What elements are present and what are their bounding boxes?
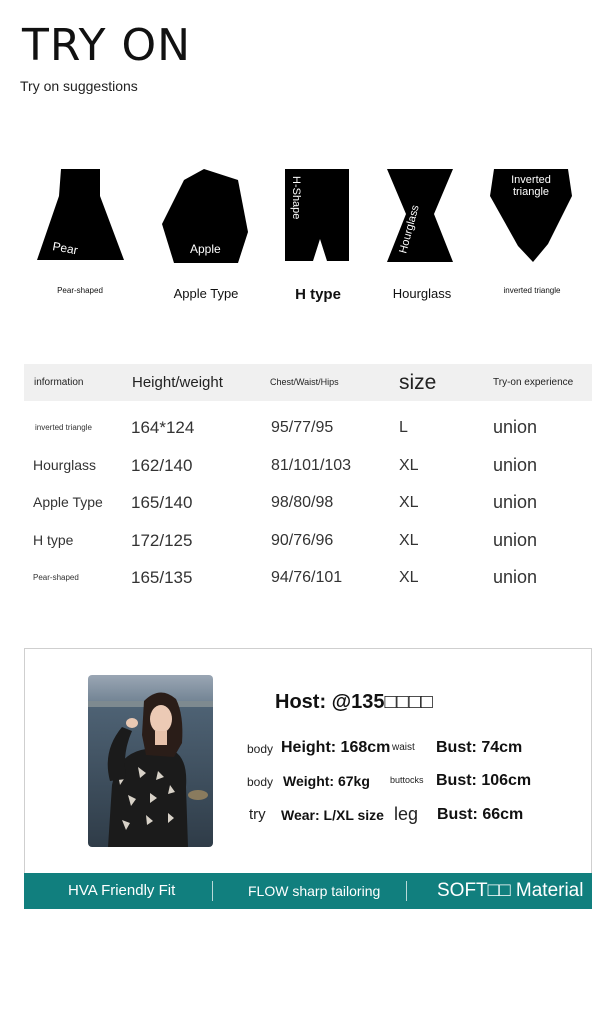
page-title: TRY ON	[22, 20, 192, 71]
column-header-measurements: Chest/Waist/Hips	[270, 377, 339, 387]
spec-label: buttocks	[390, 775, 424, 785]
cell-experience: union	[493, 455, 538, 475]
shape-caption-pear: Pear-shaped	[57, 286, 103, 295]
cell-experience: union	[493, 567, 538, 587]
feature-tailoring: FLOW sharp tailoring	[248, 883, 381, 899]
cell-measurements: 81/101/103	[271, 457, 352, 474]
apple-shape-label: Apple	[190, 242, 221, 256]
table-row	[24, 484, 592, 521]
table-row	[24, 447, 592, 484]
spec-label: body	[247, 775, 274, 789]
cell-height-weight: 165/140	[131, 493, 193, 512]
cell-measurements: 90/76/96	[271, 532, 334, 549]
column-header-height-weight: Height/weight	[132, 374, 223, 391]
cell-size: XL	[399, 532, 419, 549]
spec-value: Weight: 67kg	[283, 773, 370, 789]
inverted-triangle-label-line2: triangle	[512, 186, 550, 198]
cell-measurements: 94/76/101	[271, 569, 343, 586]
cell-height-weight: 165/135	[131, 568, 193, 587]
cell-height-weight: 172/125	[131, 531, 193, 550]
feature-divider	[212, 881, 213, 901]
feature-divider	[406, 881, 407, 901]
spec-label: try	[249, 806, 266, 823]
cell-size: L	[399, 419, 408, 436]
page-subtitle: Try on suggestions	[20, 78, 138, 94]
cell-body-type: H type	[33, 532, 74, 548]
hourglass-shape-label: Hourglass	[397, 203, 422, 255]
cell-body-type: inverted triangle	[35, 423, 92, 432]
cell-height-weight: 164*124	[131, 418, 195, 437]
cell-height-weight: 162/140	[131, 456, 193, 475]
feature-band	[24, 873, 592, 909]
model-card	[24, 648, 592, 908]
inverted-triangle-shape-icon	[488, 166, 580, 266]
cell-experience: union	[493, 492, 538, 512]
cell-measurements: 98/80/98	[271, 494, 334, 511]
table-row	[24, 559, 592, 596]
h-shape-label: H-Shape	[290, 176, 302, 220]
spec-value: Bust: 74cm	[436, 739, 523, 756]
spec-label: body	[247, 742, 274, 756]
cell-experience: union	[493, 417, 538, 437]
pear-shape-icon	[36, 166, 128, 266]
table-row	[24, 522, 592, 559]
column-header-experience: Try-on experience	[493, 377, 574, 388]
column-header-information: information	[34, 377, 84, 388]
shape-caption-inverted: inverted triangle	[503, 286, 561, 295]
inverted-triangle-label-line1: Inverted	[511, 174, 551, 186]
cell-size: XL	[399, 569, 419, 586]
table-row	[24, 409, 592, 446]
host-label: Host: @135□□□□	[275, 691, 433, 713]
spec-value: Bust: 66cm	[437, 806, 524, 823]
cell-size: XL	[399, 457, 419, 474]
shape-caption-hourglass: Hourglass	[392, 286, 452, 301]
cell-body-type: Pear-shaped	[33, 573, 79, 582]
pear-shape-label: Pear	[51, 239, 79, 258]
model-photo	[88, 675, 213, 847]
spec-value: Wear: L/XL size	[281, 807, 384, 823]
feature-fit: HVA Friendly Fit	[68, 882, 176, 899]
spec-label: leg	[394, 804, 419, 824]
shape-caption-apple: Apple Type	[173, 286, 239, 301]
hourglass-shape-icon	[382, 166, 474, 266]
shape-caption-h: H type	[295, 286, 341, 303]
column-header-size: size	[399, 371, 437, 394]
cell-experience: union	[493, 530, 538, 550]
spec-value: Bust: 106cm	[436, 772, 532, 789]
apple-shape-icon	[160, 166, 252, 266]
cell-body-type: Apple Type	[33, 494, 103, 510]
spec-label: waist	[392, 742, 415, 753]
cell-measurements: 95/77/95	[271, 419, 334, 436]
feature-material: SOFT□□ Material	[437, 880, 584, 901]
spec-value: Height: 168cm	[281, 739, 391, 756]
table-header	[24, 364, 592, 401]
cell-size: XL	[399, 494, 419, 511]
cell-body-type: Hourglass	[33, 457, 97, 473]
h-shape-icon	[280, 166, 372, 266]
